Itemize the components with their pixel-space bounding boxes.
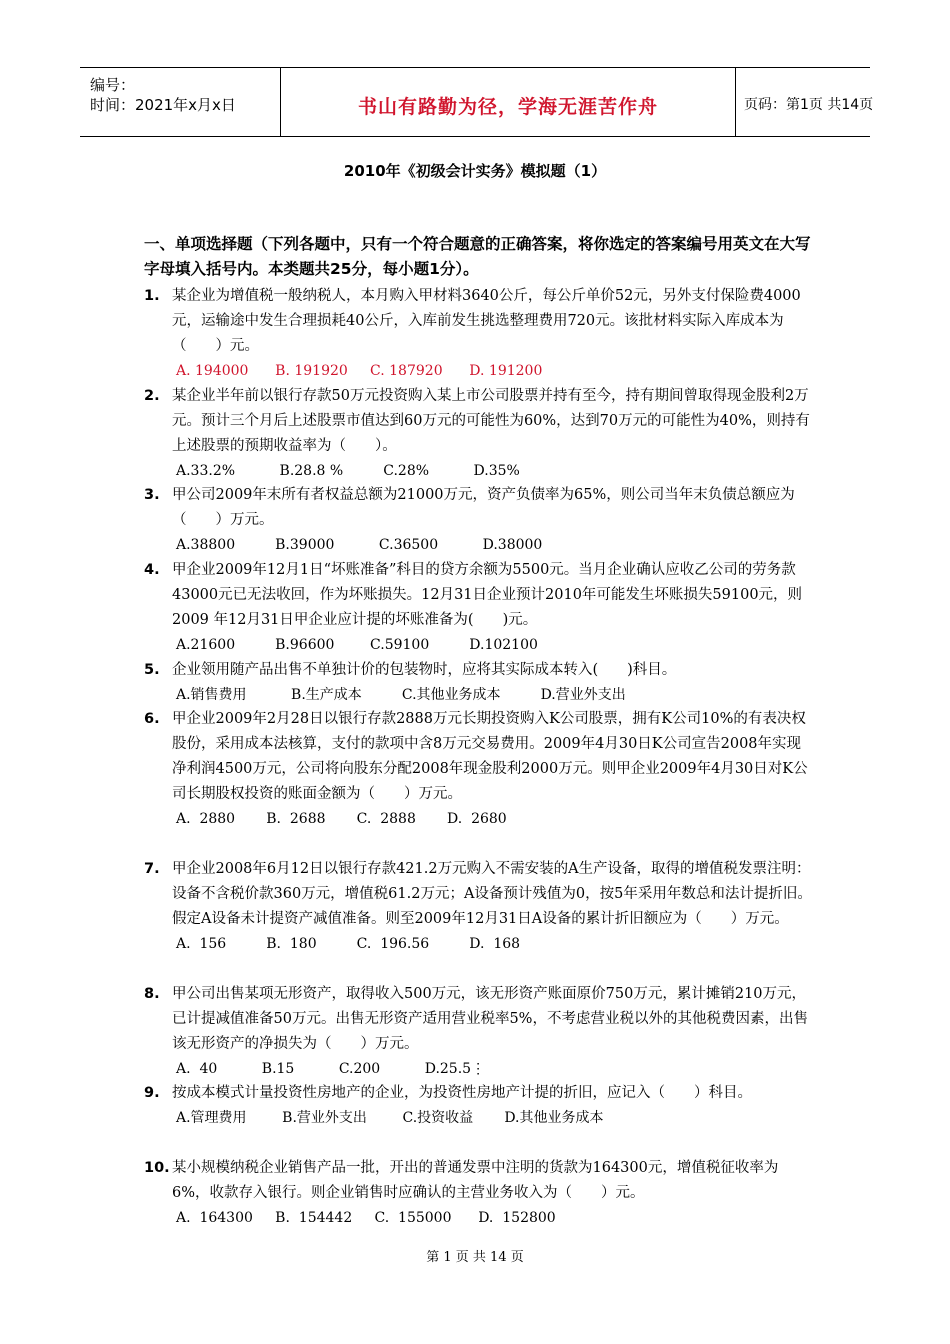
header-page-cell — [736, 68, 874, 136]
question-number: 2. — [144, 388, 160, 404]
header-motto-cell — [280, 68, 736, 136]
section-heading: 一、单项选择题（下列各题中，只有一个符合题意的正确答案，将你选定的答案编号用英文在大写字母填入括号内。本类题共25分，每小题1分）。 — [144, 235, 811, 278]
question-options: A.销售费用 B.生产成本 C.其他业务成本 D.营业外支出 — [176, 687, 626, 703]
question-8 — [144, 982, 814, 1082]
question-number: 7. — [144, 861, 160, 877]
question-number: 9. — [144, 1085, 160, 1101]
question-10 — [144, 1156, 814, 1231]
page-footer: 第 1 页 共 14 页 — [426, 1250, 524, 1265]
question-number: 4. — [144, 562, 160, 578]
page-info: 页码：第1页 共14页 — [744, 97, 874, 113]
question-number: 1. — [144, 288, 160, 304]
question-number: 10. — [144, 1160, 170, 1176]
question-number: 6. — [144, 711, 160, 727]
question-6 — [144, 707, 814, 832]
question-options: A.38800 B.39000 C.36500 D.38000 — [176, 537, 543, 553]
question-5 — [144, 658, 814, 708]
question-options: A. 164300 B. 154442 C. 155000 D. 152800 — [176, 1210, 556, 1226]
motto: 书山有路勤为径，学海无涯苦作舟 — [357, 96, 658, 118]
question-number: 3. — [144, 487, 160, 503]
header-table — [80, 67, 874, 137]
time-label: 时间：2021年x月x日 — [90, 96, 236, 114]
question-2 — [144, 384, 814, 484]
question-options: A.33.2% B.28.8 % C.28% D.35% — [176, 463, 520, 479]
question-options: A. 2880 B. 2688 C. 2888 D. 2680 — [176, 811, 507, 827]
header-meta — [80, 68, 278, 136]
question-options: A.管理费用 B.营业外支出 C.投资收益 D.其他业务成本 — [176, 1110, 604, 1126]
question-7 — [144, 857, 814, 957]
question-options: A. 156 B. 180 C. 196.56 D. 168 — [176, 936, 521, 952]
question-number: 8. — [144, 986, 160, 1002]
question-options: A. 40 B.15 C.200 D.25.5⋮ — [176, 1061, 486, 1077]
question-1 — [144, 284, 814, 384]
question-text: 甲公司出售某项无形资产，取得收入500万元，该无形资产账面原价750万元，累计摊销210万元，已计提减值准备50万元。出售无形资产适用营业税率5%，不考虑营业税以外的其他税费因素，出售该无形资产的净损失为（ ）万元。 — [172, 986, 808, 1052]
question-9 — [144, 1081, 814, 1131]
question-3 — [144, 483, 814, 558]
question-text: 某小规模纳税企业销售产品一批，开出的普通发票中注明的货款为164300元，增值税征收率为6%，收款存入银行。则企业销售时应确认的主营业务收入为（ ）元。 — [172, 1160, 779, 1201]
question-text: 甲企业2008年6月12日以银行存款421.2万元购入不需安装的A生产设备，取得的增值税发票注明：设备不含税价款360万元，增值税61.2万元；A设备预计残值为0，按5年采用年数总和法计提折旧。假定A设备未计提资产减值准备。则至2009年12月31日A设备的累计折旧额应为（ ）万元。 — [172, 861, 812, 927]
question-text: 企业领用随产品出售不单独计价的包装物时，应将其实际成本转入( )科目。 — [172, 662, 677, 678]
question-text: 甲企业2009年2月28日以银行存款2888万元长期投资购入K公司股票，拥有K公司10%的有表决权股份，采用成本法核算，支付的款项中含8万元交易费用。2009年4月30日K公司宣告2008年实现净利润4500万元，公司将向股东分配2008年现金股利2000万元。则甲企业2009年4月30日对K公司长期股权投资的账面金额为（ ）万元。 — [172, 711, 808, 802]
question-options: A. 194000 B. 191920 C. 187920 D. 191200 — [176, 363, 543, 379]
question-text: 甲企业2009年12月1日“坏账准备”科目的贷方余额为5500元。当月企业确认应收乙公司的劳务款43000元已无法收回，作为坏账损失。12月31日企业预计2010年可能发生坏账损失59100元，则2009 年12月31日甲企业应计提的坏账准备为( )元。 — [172, 562, 803, 628]
question-4 — [144, 558, 814, 658]
code-label: 编号： — [90, 76, 136, 94]
document-title: 2010年《初级会计实务》模拟题（1） — [343, 162, 607, 180]
question-text: 甲公司2009年末所有者权益总额为21000万元，资产负债率为65%，则公司当年末负债总额应为（ ）万元。 — [172, 487, 795, 528]
question-number: 5. — [144, 662, 160, 678]
question-text: 某企业半年前以银行存款50万元投资购入某上市公司股票并持有至今，持有期间曾取得现金股利2万元。预计三个月后上述股票市值达到60万元的可能性为60%，达到70万元的可能性为40%，则持有上述股票的预期收益率为（ ）。 — [172, 388, 810, 454]
question-text: 某企业为增值税一般纳税人，本月购入甲材料3640公斤，每公斤单价52元，另外支付保险费4000元，运输途中发生合理损耗40公斤，入库前发生挑选整理费用720元。该批材料实际入库成本为（ ）元。 — [172, 288, 801, 354]
question-text: 按成本模式计量投资性房地产的企业，为投资性房地产计提的折旧，应记入（ ）科目。 — [172, 1085, 752, 1101]
question-options: A.21600 B.96600 C.59100 D.102100 — [176, 637, 538, 653]
